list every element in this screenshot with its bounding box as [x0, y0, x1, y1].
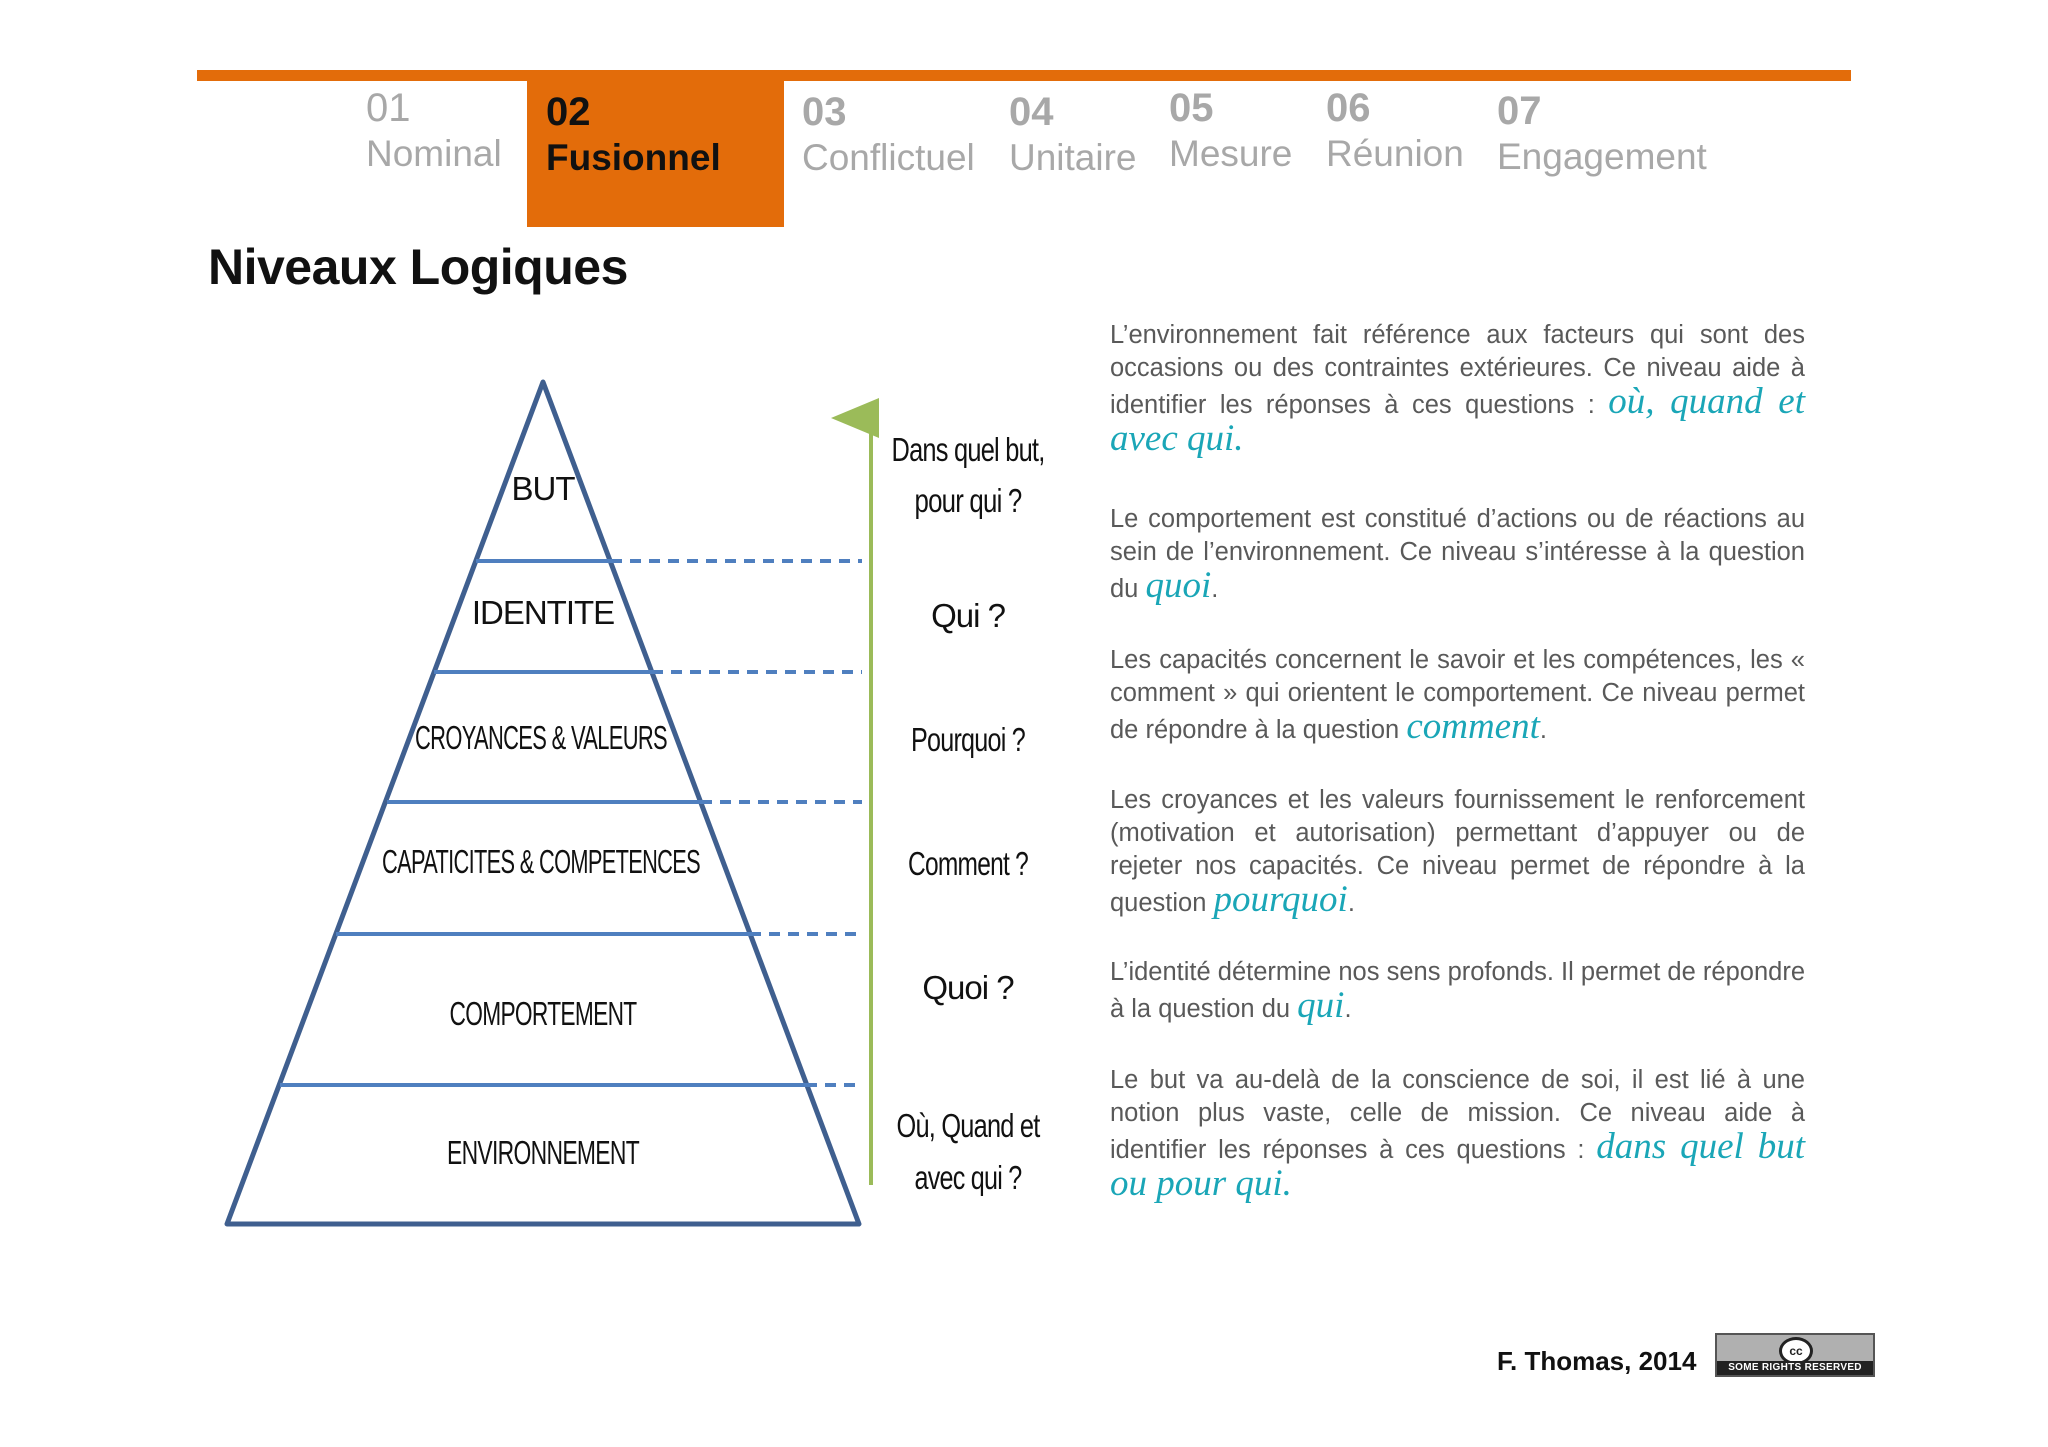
- level-label-but: BUT: [511, 470, 575, 507]
- tab-label: Unitaire: [1009, 137, 1137, 178]
- tab-number: 02: [546, 90, 591, 134]
- tab-label: Réunion: [1326, 133, 1464, 174]
- paragraph-text: L’environnement fait référence aux facteurs qui sont des occasions ou des contraintes extérieures. Ce niveau aide à identifier les réponses à ces questions :: [1110, 321, 1805, 419]
- creative-commons-badge[interactable]: [1715, 1333, 1875, 1377]
- paragraph-period: .: [1211, 575, 1219, 603]
- paragraph-comportement: [1110, 503, 1805, 606]
- highlight-term: où, quand et avec qui.: [1110, 381, 1806, 459]
- tab-label: Mesure: [1169, 133, 1293, 174]
- highlight-term: qui: [1297, 985, 1345, 1026]
- level-label-croyances: CROYANCES & VALEURS: [415, 719, 667, 756]
- paragraph-text: Le but va au-delà de la conscience de soi, il est lié à une notion plus vaste, celle de mission. Ce niveau aide à identifier les réponses à ces questions :: [1110, 1066, 1805, 1164]
- tab-number: 07: [1497, 89, 1542, 133]
- paragraph-but: [1110, 1064, 1805, 1204]
- paragraph-text: Les capacités concernent le savoir et les compétences, les « comment » qui orientent le comportement. Ce niveau permet de répondre à la question: [1110, 646, 1805, 744]
- highlight-term: dans quel but ou pour qui.: [1110, 1126, 1805, 1204]
- question-but-line1: Dans quel but,: [891, 431, 1045, 468]
- question-but-line2: pour qui ?: [914, 482, 1023, 519]
- paragraph-environnement: [1110, 319, 1805, 459]
- tab-number: 04: [1009, 90, 1054, 134]
- tab-number: 06: [1326, 86, 1371, 130]
- tab-number: 01: [366, 86, 411, 130]
- question-env-line1: Où, Quand et: [896, 1107, 1041, 1144]
- question-env-line2: avec qui ?: [914, 1159, 1022, 1196]
- cc-icon: cc: [1779, 1337, 1813, 1365]
- level-label-capacites: CAPATICITES & COMPETENCES: [382, 843, 700, 880]
- tab-label: Engagement: [1497, 136, 1707, 177]
- author-credit: F. Thomas, 2014: [1497, 1346, 1697, 1376]
- paragraph-text: L’identité détermine nos sens profonds. Il permet de répondre à la question du: [1110, 958, 1805, 1023]
- license-label: SOME RIGHTS RESERVED: [1717, 1361, 1873, 1375]
- paragraph-period: .: [1539, 716, 1547, 744]
- highlight-term: comment: [1406, 706, 1540, 747]
- paragraph-period: .: [1344, 995, 1352, 1023]
- level-label-comportement: COMPORTEMENT: [449, 995, 638, 1032]
- paragraph-text: Le comportement est constitué d’actions ou de réactions au sein de l’environnement. Ce niveau s’intéresse à la question du: [1110, 505, 1805, 603]
- question-comportement: Quoi ?: [922, 969, 1014, 1006]
- highlight-term: pourquoi: [1213, 879, 1348, 920]
- paragraph-croyances: [1110, 784, 1805, 920]
- page-title: Niveaux Logiques: [208, 239, 628, 295]
- question-identite: Qui ?: [931, 597, 1005, 634]
- tab-label: Fusionnel: [546, 137, 721, 178]
- level-label-environnement: ENVIRONNEMENT: [447, 1134, 640, 1171]
- tab-number: 03: [802, 90, 847, 134]
- paragraph-identite: [1110, 956, 1805, 1026]
- paragraph-text: Les croyances et les valeurs fournissement le renforcement (motivation et autorisation) permettant d’appuyer ou de rejeter nos capacités. Ce niveau permet de répondre à la question: [1110, 786, 1805, 917]
- tab-label: Conflictuel: [802, 137, 975, 178]
- tab-number: 05: [1169, 86, 1214, 130]
- question-capacites: Comment ?: [908, 845, 1029, 882]
- highlight-term: quoi: [1145, 565, 1212, 606]
- level-label-identite: IDENTITE: [471, 594, 615, 631]
- paragraph-capacites: [1110, 644, 1805, 747]
- paragraph-period: .: [1347, 889, 1355, 917]
- tab-label: Nominal: [366, 133, 502, 174]
- question-croyances: Pourquoi ?: [911, 721, 1026, 758]
